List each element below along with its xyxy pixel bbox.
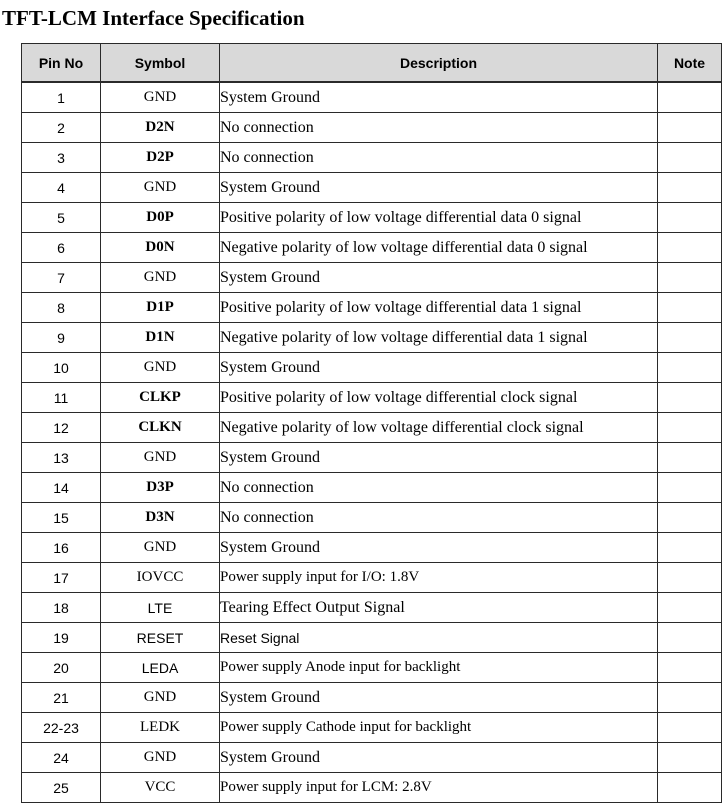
note-cell bbox=[658, 623, 722, 653]
header-pin-no: Pin No bbox=[22, 44, 101, 83]
header-description: Description bbox=[220, 44, 658, 83]
note-cell bbox=[658, 593, 722, 623]
description-cell: Negative polarity of low voltage differential data 1 signal bbox=[220, 323, 658, 353]
pin-cell: 9 bbox=[22, 323, 101, 353]
note-cell bbox=[658, 713, 722, 743]
table-row bbox=[22, 653, 722, 683]
table-row bbox=[22, 413, 722, 443]
header-symbol: Symbol bbox=[101, 44, 220, 83]
pin-cell: 6 bbox=[22, 233, 101, 263]
note-cell bbox=[658, 563, 722, 593]
description-cell: System Ground bbox=[220, 443, 658, 473]
description-cell: Positive polarity of low voltage differential data 1 signal bbox=[220, 293, 658, 323]
note-cell bbox=[658, 293, 722, 323]
pin-cell: 4 bbox=[22, 173, 101, 203]
symbol-cell: GND bbox=[101, 353, 220, 383]
description-cell: Power supply Anode input for backlight bbox=[220, 653, 658, 683]
table-row bbox=[22, 473, 722, 503]
page-title: TFT-LCM Interface Specification bbox=[2, 6, 305, 30]
table-row bbox=[22, 233, 722, 263]
description-cell: Negative polarity of low voltage differential clock signal bbox=[220, 413, 658, 443]
pin-cell: 16 bbox=[22, 533, 101, 563]
note-cell bbox=[658, 323, 722, 353]
table-row bbox=[22, 593, 722, 623]
description-cell: System Ground bbox=[220, 353, 658, 383]
description-cell: Reset Signal bbox=[220, 623, 658, 653]
pin-cell: 20 bbox=[22, 653, 101, 683]
symbol-cell: GND bbox=[101, 82, 220, 113]
description-cell: Tearing Effect Output Signal bbox=[220, 593, 658, 623]
symbol-cell: D2P bbox=[101, 143, 220, 173]
table-row bbox=[22, 743, 722, 773]
description-cell: System Ground bbox=[220, 743, 658, 773]
table-header-row bbox=[22, 44, 722, 83]
pin-cell: 3 bbox=[22, 143, 101, 173]
description-cell: System Ground bbox=[220, 263, 658, 293]
interface-spec-table bbox=[21, 43, 722, 803]
table-row bbox=[22, 173, 722, 203]
table-row bbox=[22, 773, 722, 803]
pin-cell: 13 bbox=[22, 443, 101, 473]
symbol-cell: LTE bbox=[101, 593, 220, 623]
description-cell: No connection bbox=[220, 143, 658, 173]
table-row bbox=[22, 503, 722, 533]
description-cell: System Ground bbox=[220, 82, 658, 113]
symbol-cell: IOVCC bbox=[101, 563, 220, 593]
pin-cell: 17 bbox=[22, 563, 101, 593]
note-cell bbox=[658, 773, 722, 803]
description-cell: Positive polarity of low voltage differential clock signal bbox=[220, 383, 658, 413]
description-cell: No connection bbox=[220, 113, 658, 143]
symbol-cell: D1P bbox=[101, 293, 220, 323]
table-row bbox=[22, 143, 722, 173]
pin-cell: 10 bbox=[22, 353, 101, 383]
table-row bbox=[22, 563, 722, 593]
note-cell bbox=[658, 203, 722, 233]
symbol-cell: VCC bbox=[101, 773, 220, 803]
pin-cell: 2 bbox=[22, 113, 101, 143]
symbol-cell: GND bbox=[101, 533, 220, 563]
note-cell bbox=[658, 533, 722, 563]
note-cell bbox=[658, 383, 722, 413]
note-cell bbox=[658, 82, 722, 113]
note-cell bbox=[658, 143, 722, 173]
note-cell bbox=[658, 503, 722, 533]
pin-cell: 18 bbox=[22, 593, 101, 623]
note-cell bbox=[658, 743, 722, 773]
table-row bbox=[22, 443, 722, 473]
table-row bbox=[22, 683, 722, 713]
note-cell bbox=[658, 413, 722, 443]
note-cell bbox=[658, 683, 722, 713]
description-cell: Negative polarity of low voltage differential data 0 signal bbox=[220, 233, 658, 263]
symbol-cell: D0P bbox=[101, 203, 220, 233]
table-row bbox=[22, 623, 722, 653]
symbol-cell: GND bbox=[101, 443, 220, 473]
note-cell bbox=[658, 353, 722, 383]
symbol-cell: LEDA bbox=[101, 653, 220, 683]
pin-cell: 1 bbox=[22, 82, 101, 113]
symbol-cell: D2N bbox=[101, 113, 220, 143]
symbol-cell: D3P bbox=[101, 473, 220, 503]
symbol-cell: GND bbox=[101, 263, 220, 293]
symbol-cell: GND bbox=[101, 683, 220, 713]
pin-cell: 22-23 bbox=[22, 713, 101, 743]
pin-cell: 25 bbox=[22, 773, 101, 803]
table-row bbox=[22, 713, 722, 743]
pin-cell: 21 bbox=[22, 683, 101, 713]
description-cell: Power supply input for LCM: 2.8V bbox=[220, 773, 658, 803]
table-row bbox=[22, 383, 722, 413]
table-row bbox=[22, 263, 722, 293]
note-cell bbox=[658, 233, 722, 263]
note-cell bbox=[658, 473, 722, 503]
table-row bbox=[22, 82, 722, 113]
pin-cell: 24 bbox=[22, 743, 101, 773]
table-row bbox=[22, 293, 722, 323]
description-cell: System Ground bbox=[220, 683, 658, 713]
pin-cell: 5 bbox=[22, 203, 101, 233]
pin-cell: 12 bbox=[22, 413, 101, 443]
table-row bbox=[22, 203, 722, 233]
description-cell: No connection bbox=[220, 503, 658, 533]
note-cell bbox=[658, 173, 722, 203]
description-cell: Power supply input for I/O: 1.8V bbox=[220, 563, 658, 593]
symbol-cell: RESET bbox=[101, 623, 220, 653]
header-note: Note bbox=[658, 44, 722, 83]
description-cell: Positive polarity of low voltage differential data 0 signal bbox=[220, 203, 658, 233]
pin-cell: 7 bbox=[22, 263, 101, 293]
symbol-cell: LEDK bbox=[101, 713, 220, 743]
symbol-cell: D1N bbox=[101, 323, 220, 353]
description-cell: Power supply Cathode input for backlight bbox=[220, 713, 658, 743]
table-row bbox=[22, 113, 722, 143]
pin-cell: 11 bbox=[22, 383, 101, 413]
note-cell bbox=[658, 113, 722, 143]
note-cell bbox=[658, 653, 722, 683]
table-row bbox=[22, 323, 722, 353]
pin-cell: 14 bbox=[22, 473, 101, 503]
description-cell: System Ground bbox=[220, 533, 658, 563]
pin-cell: 8 bbox=[22, 293, 101, 323]
symbol-cell: CLKN bbox=[101, 413, 220, 443]
description-cell: System Ground bbox=[220, 173, 658, 203]
note-cell bbox=[658, 443, 722, 473]
table-row bbox=[22, 533, 722, 563]
symbol-cell: D3N bbox=[101, 503, 220, 533]
table-row bbox=[22, 353, 722, 383]
symbol-cell: GND bbox=[101, 173, 220, 203]
description-cell: No connection bbox=[220, 473, 658, 503]
symbol-cell: GND bbox=[101, 743, 220, 773]
pin-cell: 19 bbox=[22, 623, 101, 653]
note-cell bbox=[658, 263, 722, 293]
symbol-cell: D0N bbox=[101, 233, 220, 263]
symbol-cell: CLKP bbox=[101, 383, 220, 413]
pin-cell: 15 bbox=[22, 503, 101, 533]
